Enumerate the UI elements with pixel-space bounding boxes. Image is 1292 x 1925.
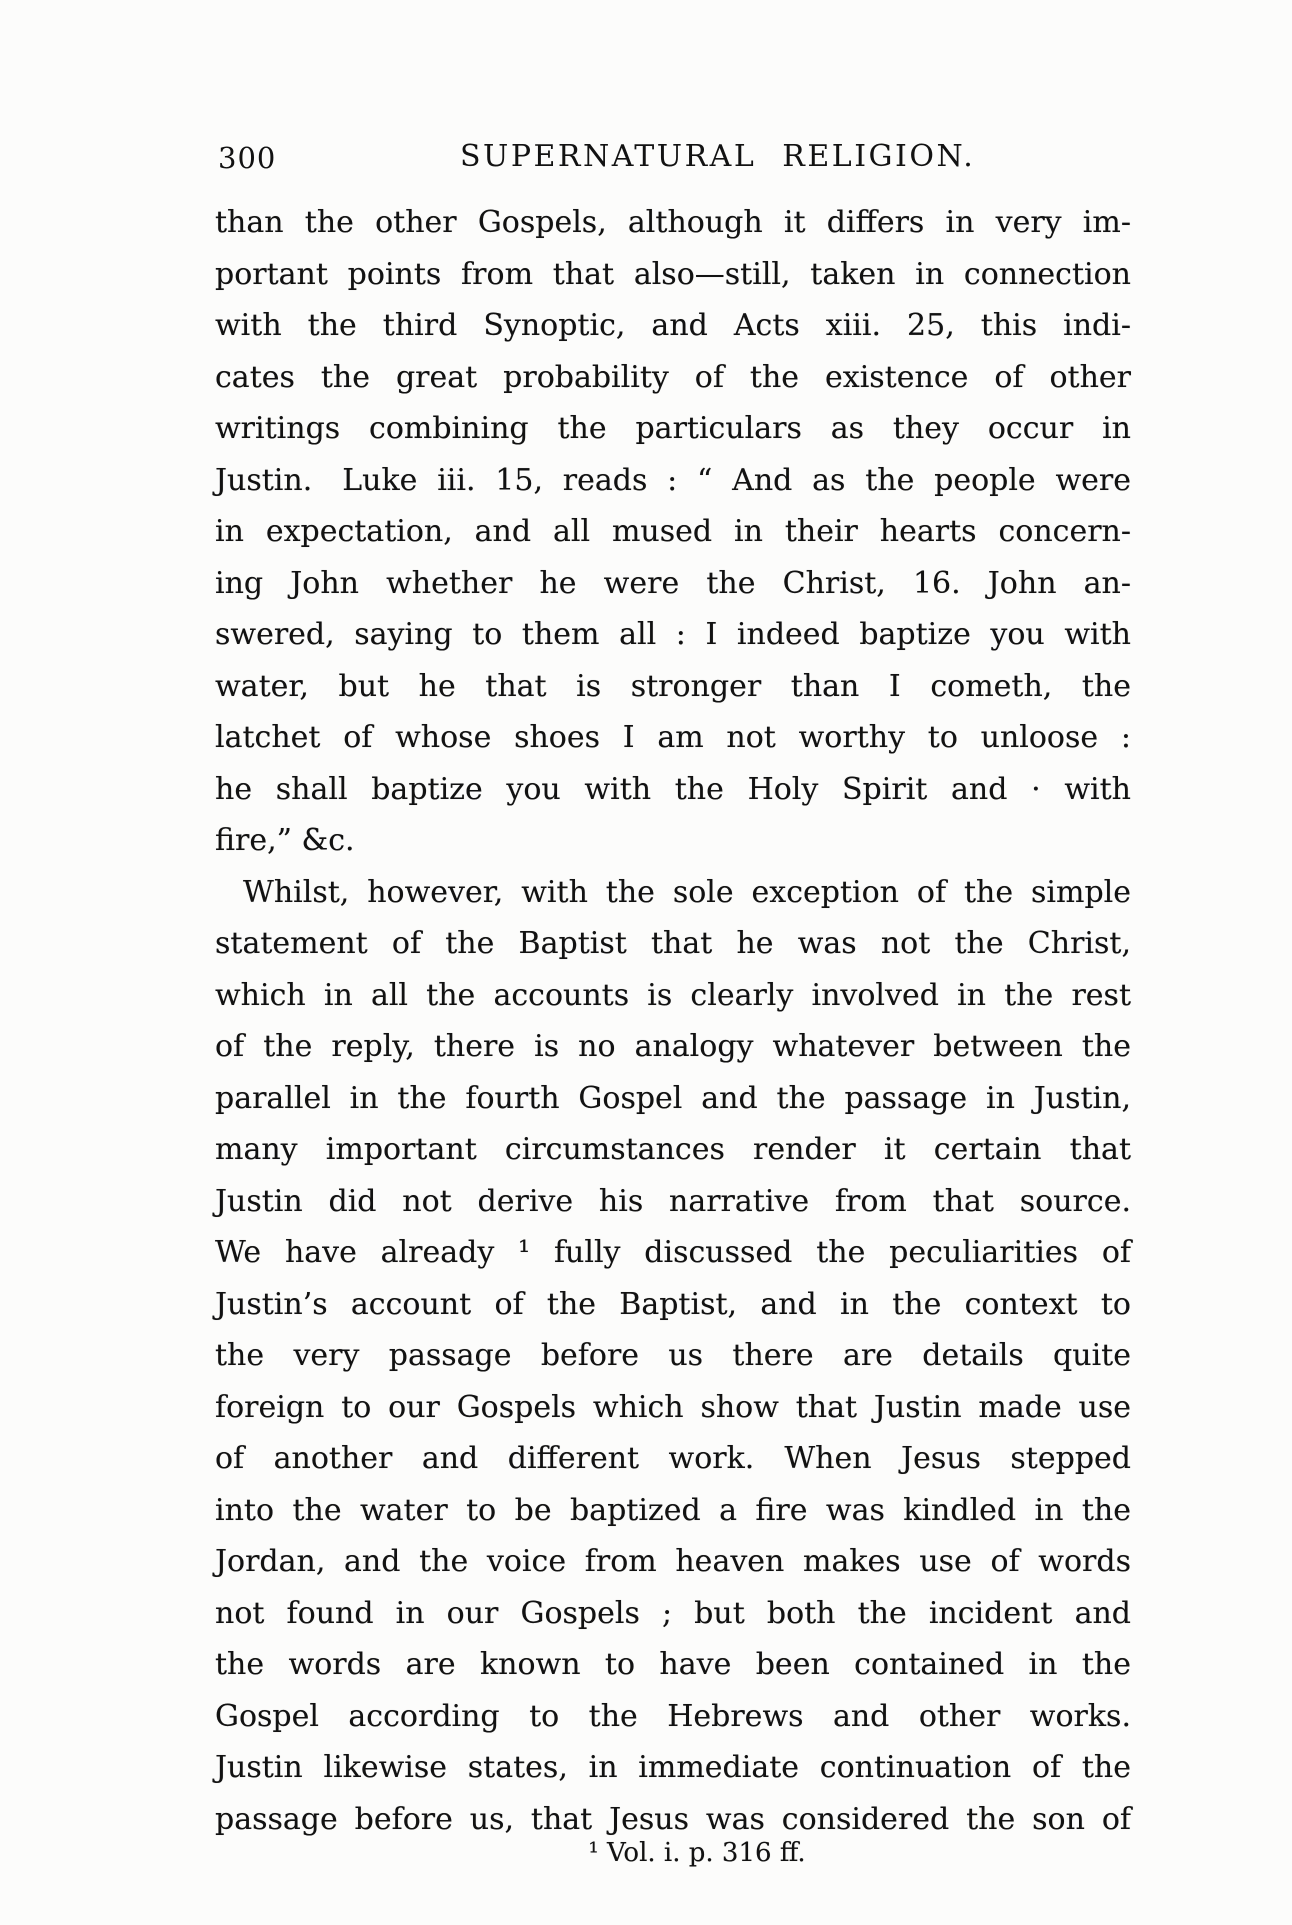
page-number: 300 <box>218 141 277 175</box>
page-header <box>215 138 1131 180</box>
text-line: swered, saying to them all : I indeed baptize you with <box>215 617 1131 652</box>
text-line: We have already ¹ fully discussed the peculiarities of <box>215 1235 1131 1270</box>
text-line: portant points from that also—still, taken in connection <box>215 256 1131 292</box>
text-line: of the reply, there is no analogy whatever between the <box>215 1029 1131 1064</box>
text-line: ing John whether he were the Christ, 16. John an- <box>215 565 1131 601</box>
text-line: Justin did not derive his narrative from that source. <box>215 1183 1131 1219</box>
text-line: Jordan, and the voice from heaven makes use of words <box>215 1544 1131 1579</box>
text-line: Justin’s account of the Baptist, and in the context to <box>215 1286 1131 1322</box>
text-line: water, but he that is stronger than I cometh, the <box>215 668 1131 704</box>
text-line: with the third Synoptic, and Acts xiii. 25, this indi- <box>215 308 1131 343</box>
body-text <box>215 197 1131 1845</box>
text-line: foreign to our Gospels which show that Justin made use <box>215 1389 1131 1425</box>
text-line: latchet of whose shoes I am not worthy to unloose : <box>215 720 1131 755</box>
text-line: the words are known to have been contained in the <box>215 1647 1131 1682</box>
text-line: Justin. Luke iii. 15, reads : “ And as the people were <box>215 462 1131 498</box>
text-line: Whilst, however, with the sole exception of the simple <box>243 874 1131 910</box>
text-line: in expectation, and all mused in their hearts concern- <box>215 514 1131 549</box>
text-line: passage before us, that Jesus was considered the son of <box>215 1801 1131 1837</box>
text-line: many important circumstances render it certain that <box>215 1132 1131 1167</box>
text-line: than the other Gospels, although it differs in very im- <box>215 205 1131 240</box>
text-line: he shall baptize you with the Holy Spirit and · with <box>215 771 1131 807</box>
text-line: of another and different work. When Jesus stepped <box>215 1441 1131 1476</box>
text-line: fire,” &c. <box>215 823 355 858</box>
footnote: ¹ Vol. i. p. 316 ff. <box>588 1838 806 1868</box>
text-line: writings combining the particulars as they occur in <box>215 411 1131 446</box>
text-line: Justin likewise states, in immediate continuation of the <box>215 1750 1131 1785</box>
text-line: cates the great probability of the existence of other <box>215 359 1131 395</box>
text-line: Gospel according to the Hebrews and other works. <box>215 1698 1131 1734</box>
text-line: the very passage before us there are details quite <box>215 1338 1131 1373</box>
running-title: SUPERNATURAL RELIGION. <box>460 139 976 174</box>
text-line: into the water to be baptized a fire was kindled in the <box>215 1492 1131 1528</box>
text-line: statement of the Baptist that he was not the Christ, <box>215 926 1131 961</box>
text-line: which in all the accounts is clearly involved in the rest <box>215 977 1131 1013</box>
text-line: not found in our Gospels ; but both the incident and <box>215 1595 1131 1631</box>
text-line: parallel in the fourth Gospel and the passage in Justin, <box>215 1080 1131 1116</box>
